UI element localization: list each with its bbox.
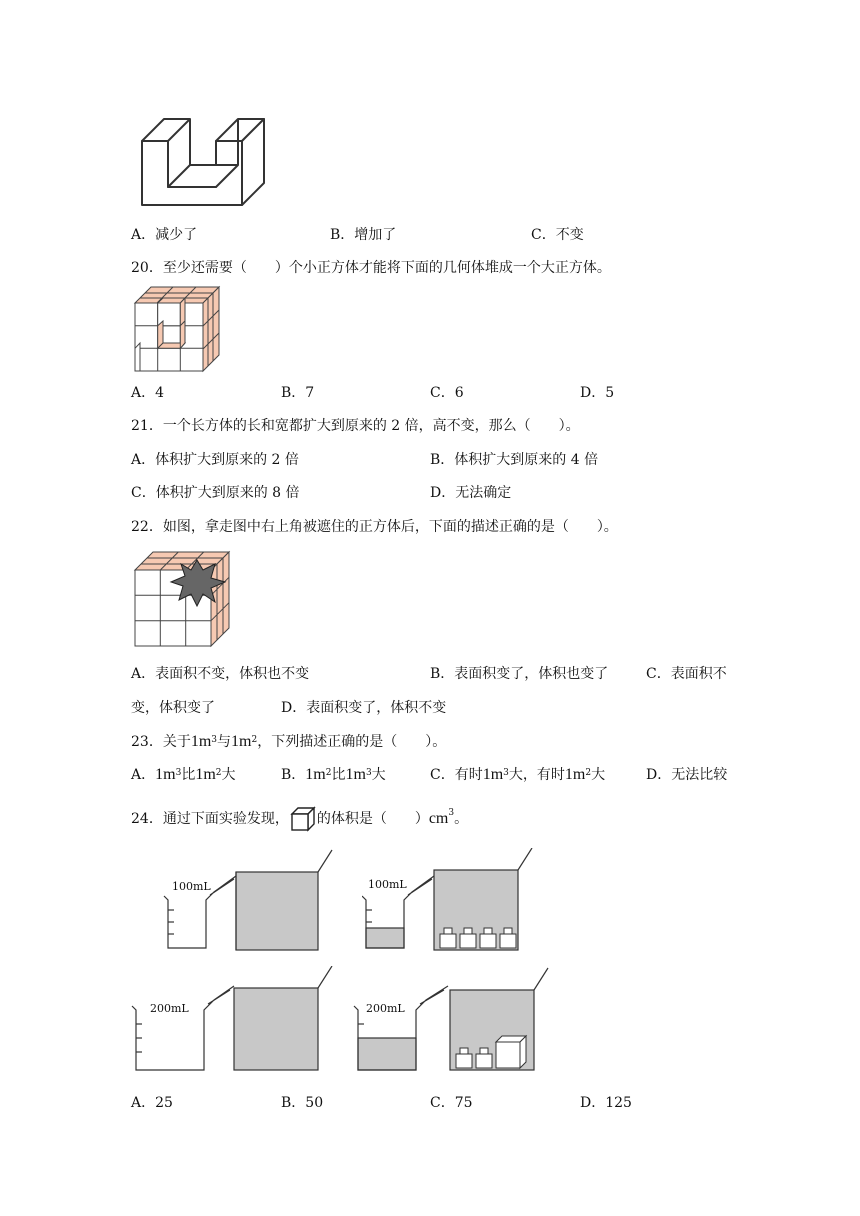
beaker-label: 100mL <box>368 878 407 891</box>
beaker-label: 100mL <box>172 880 211 893</box>
q21-option-a[interactable]: A．体积扩大到原来的 2 倍 <box>131 452 299 468</box>
q19-option-b[interactable]: B．增加了 <box>330 227 397 243</box>
q22-option-b[interactable]: B．表面积变了，体积也变了 <box>430 666 609 682</box>
q22-option-d[interactable]: D．表面积变了，体积不变 <box>281 700 447 716</box>
small-cube-icon <box>290 806 316 832</box>
q22-option-a[interactable]: A．表面积不变，体积也不变 <box>131 666 310 682</box>
q23-option-d[interactable]: D．无法比较 <box>646 767 728 783</box>
q23-option-a[interactable]: A．$1m^3$比$1m^2$大 <box>131 766 236 783</box>
q20-option-a[interactable]: A．4 <box>131 385 165 401</box>
q24-option-a[interactable]: A．25 <box>131 1095 173 1111</box>
q21-stem: 21．一个长方体的长和宽都扩大到原来的 2 倍，高不变，那么（ ）。 <box>131 418 580 434</box>
beaker-label: 200mL <box>366 1002 405 1015</box>
q22-stem: 22．如图，拿走图中右上角被遮住的正方体后，下面的描述正确的是（ ）。 <box>131 519 618 535</box>
q24-option-d[interactable]: D．125 <box>580 1095 632 1111</box>
u-shape-figure <box>138 115 273 210</box>
q23-stem: 23．关于$1m^3$与$1m^2$，下列描述正确的是（ ）。 <box>131 733 447 750</box>
q22-option-c-cont: 变，体积变了 <box>131 700 215 716</box>
q20-stem: 20．至少还需要（ ）个小正方体才能将下面的几何体堆成一个大正方体。 <box>131 260 611 276</box>
cube-with-hidden-corner-figure <box>133 550 233 648</box>
experiment-empty-beaker-200 <box>130 966 355 1074</box>
q20-option-c[interactable]: C．6 <box>430 385 464 401</box>
experiment-beaker-100-with-cubes <box>362 848 542 953</box>
q24-option-b[interactable]: B．50 <box>281 1095 324 1111</box>
q19-option-a[interactable]: A．减少了 <box>131 227 198 243</box>
q23-option-b[interactable]: B．$1m^2$比$1m^3$大 <box>281 766 386 783</box>
q20-option-b[interactable]: B．7 <box>281 385 315 401</box>
cube-stack-figure <box>133 285 223 375</box>
cube-in-tank <box>496 1036 526 1068</box>
q19-option-c[interactable]: C．不变 <box>531 227 584 243</box>
q22-option-c[interactable]: C．表面积不 <box>646 666 727 682</box>
experiment-beaker-200-with-cube-and-weights <box>352 966 552 1074</box>
q20-option-d[interactable]: D．5 <box>580 385 615 401</box>
q21-option-d[interactable]: D．无法确定 <box>430 485 512 501</box>
q21-option-b[interactable]: B．体积扩大到原来的 4 倍 <box>430 452 599 468</box>
experiment-empty-beaker-100 <box>160 848 340 953</box>
q24-stem: 24．通过下面实验发现， 的体积是（ ）$cm^3$。 <box>131 806 468 832</box>
q21-option-c[interactable]: C．体积扩大到原来的 8 倍 <box>131 485 300 501</box>
q23-option-c[interactable]: C．有时$1m^3$大，有时$1m^2$大 <box>430 766 606 783</box>
q24-option-c[interactable]: C．75 <box>430 1095 473 1111</box>
beaker-label: 200mL <box>150 1002 189 1015</box>
